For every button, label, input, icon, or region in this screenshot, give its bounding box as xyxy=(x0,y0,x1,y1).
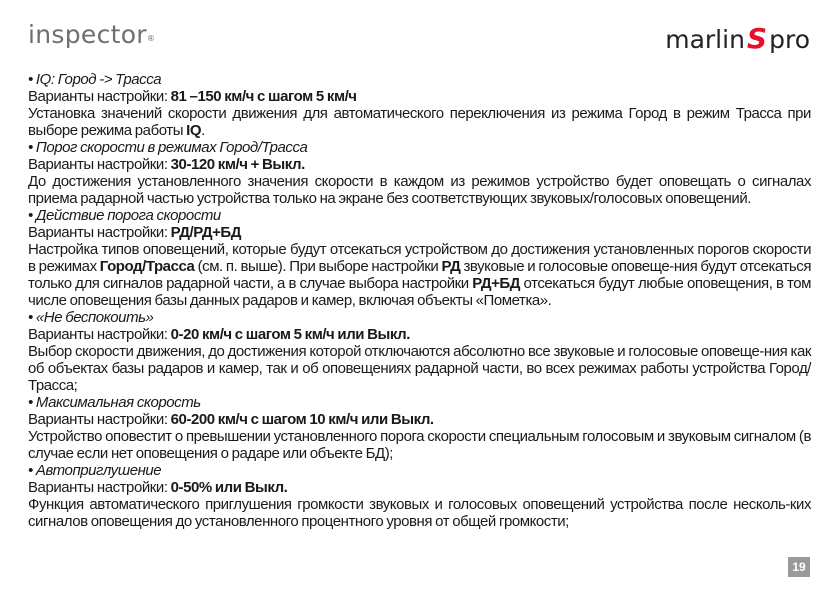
registered-mark: ® xyxy=(146,34,156,43)
options-value: 0-20 км/ч с шагом 5 км/ч или Выкл. xyxy=(170,326,410,343)
section-heading: • Порог скорости в режимах Город/Трасса xyxy=(28,139,308,156)
description-text: отсекаться будут любые оповещения, в том числе оповещения базы данных радаров и камер, включая объекты «Пометка». xyxy=(28,275,812,309)
description-text: (см. п. выше). При выборе настройки xyxy=(194,258,442,275)
section-description xyxy=(28,496,811,530)
options-line xyxy=(28,224,811,241)
options-line xyxy=(28,411,811,428)
s-logo-mark: S xyxy=(746,22,768,55)
section-heading: • Автоприглушение xyxy=(28,462,162,479)
document-body xyxy=(28,71,811,530)
description-text: До достижения установленного значения скорости в каждом из режимов устройство будет оповещать о сигналах приема радарной частью устройства только на экране без соответствующих звуковых/голосовых оповещений. xyxy=(28,173,811,207)
description-emphasis: Город/Трасса xyxy=(99,258,195,275)
section-heading: • Максимальная скорость xyxy=(28,394,201,411)
description-emphasis: РД+БД xyxy=(472,275,520,292)
description-text: звуковые и голосовые оповеще-ния будут отсекаться только для сигналов радарной части, а в случае выбора настройки xyxy=(28,258,811,292)
options-value: 30-120 км/ч + Выкл. xyxy=(170,156,305,173)
inspector-logo-text: inspector xyxy=(28,20,147,49)
description-text: Установка значений скорости движения для автоматического переключения из режима Город в режим Трасса при выборе режима работы xyxy=(28,105,811,139)
section-heading: • IQ: Город -> Трасса xyxy=(28,71,162,88)
section-description xyxy=(28,343,811,394)
options-value: 81 –150 км/ч с шагом 5 км/ч xyxy=(170,88,357,105)
marlin-logo-text: marlin xyxy=(665,25,745,54)
marlin-pro-logo xyxy=(665,22,810,55)
options-label: Варианты настройки: xyxy=(28,88,171,105)
options-value: РД/РД+БД xyxy=(170,224,241,241)
options-label: Варианты настройки: xyxy=(28,156,171,173)
description-emphasis: IQ xyxy=(186,122,202,139)
options-label: Варианты настройки: xyxy=(28,479,171,496)
section-heading: • «Не беспокоить» xyxy=(28,309,154,326)
description-text: Функция автоматического приглушения громкости звуковых и голосовых оповещений устройства после несколь-ких сигналов оповещения до установленного процентного уровня от общей громкости; xyxy=(28,496,811,530)
options-line xyxy=(28,88,811,105)
description-text: Настройка типов оповещений, которые будут отсекаться устройством до достижения установленных порогов скорости в режимах xyxy=(28,241,811,275)
section-heading: • Действие порога скорости xyxy=(28,207,221,224)
description-emphasis: РД xyxy=(441,258,461,275)
pro-logo-text: pro xyxy=(769,25,810,54)
options-line xyxy=(28,479,811,496)
options-line xyxy=(28,156,811,173)
section-description xyxy=(28,428,811,462)
options-label: Варианты настройки: xyxy=(28,326,171,343)
section-description xyxy=(28,173,811,207)
section-description xyxy=(28,241,811,309)
options-label: Варианты настройки: xyxy=(28,224,171,241)
options-value: 0-50% или Выкл. xyxy=(170,479,288,496)
description-text: Устройство оповестит о превышении установленного порога скорости специальным голосовым и звуковым сигналом (в случае если нет оповещения о радаре или объекте БД); xyxy=(28,428,811,462)
options-line xyxy=(28,326,811,343)
inspector-logo xyxy=(28,20,155,49)
options-label: Варианты настройки: xyxy=(28,411,171,428)
page-number: 19 xyxy=(792,560,806,574)
description-text: . xyxy=(201,122,205,139)
description-text: Выбор скорости движения, до достижения которой отключаются абсолютно все звуковые и голосовые оповеще-ния как об объектах базы радаров и камер, так и об оповещениях радарной части, во всех режимах работы устройства Город/Трасса; xyxy=(28,343,811,394)
options-value: 60-200 км/ч с шагом 10 км/ч или Выкл. xyxy=(170,411,434,428)
section-description xyxy=(28,105,811,139)
